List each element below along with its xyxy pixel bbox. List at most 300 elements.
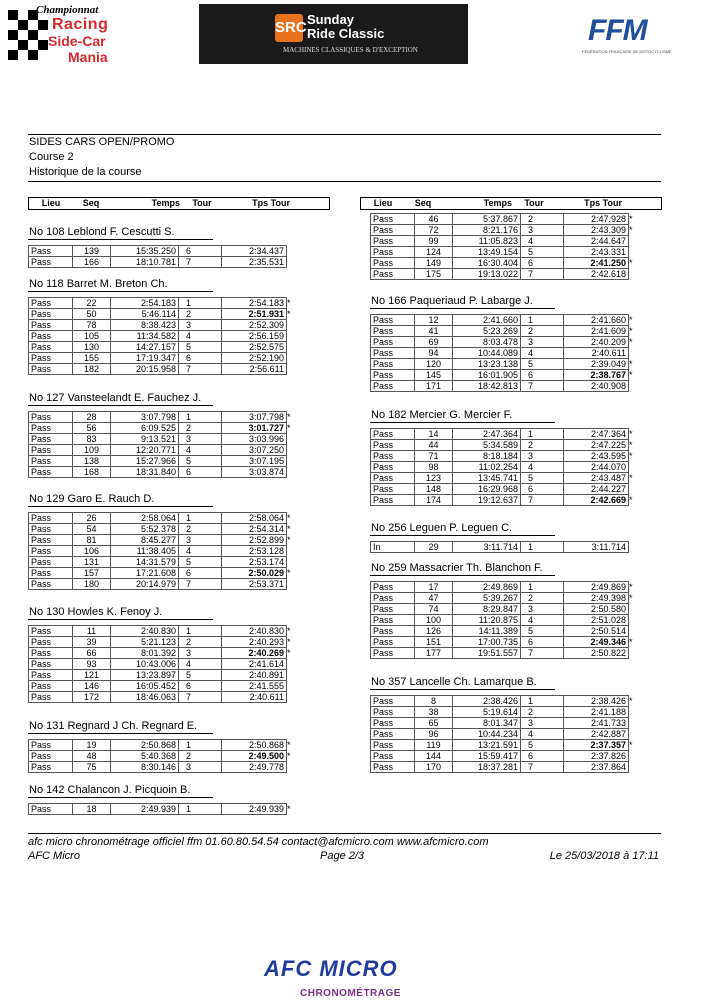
table-row bbox=[371, 483, 636, 494]
logo-mid-line2: Ride Classic bbox=[307, 26, 385, 41]
cell-tps-tour: 2:49.500 bbox=[222, 750, 287, 761]
cell-seq: 26 bbox=[73, 513, 111, 524]
cell-tour: 1 bbox=[521, 542, 564, 553]
cell-temps: 2:47.364 bbox=[453, 428, 521, 439]
cell-tps-tour: 2:40.209 bbox=[564, 337, 629, 348]
heading-rule-bottom bbox=[28, 181, 661, 182]
cell-tps-tour: 3:07.250 bbox=[222, 444, 287, 455]
cell-best-flag: * bbox=[629, 370, 633, 381]
cell-tour: 6 bbox=[179, 466, 222, 477]
cell-seq: 174 bbox=[415, 494, 453, 505]
cell-temps: 11:34.582 bbox=[111, 331, 179, 342]
driver-group bbox=[370, 294, 636, 392]
cell-lieu: Pass bbox=[371, 247, 415, 258]
cell-best-flag bbox=[287, 320, 294, 331]
cell-tour: 4 bbox=[521, 728, 564, 739]
table-row bbox=[371, 225, 636, 236]
cell-tps-tour: 2:50.822 bbox=[564, 648, 629, 659]
cell-lieu: Pass bbox=[29, 670, 73, 681]
cell-temps: 6:09.525 bbox=[111, 422, 179, 433]
table-row bbox=[29, 637, 294, 648]
cell-temps: 2:58.064 bbox=[111, 513, 179, 524]
cell-seq: 12 bbox=[415, 315, 453, 326]
cell-tour: 2 bbox=[521, 439, 564, 450]
cell-lieu: Pass bbox=[29, 309, 73, 320]
cell-lieu: Pass bbox=[29, 257, 73, 268]
cell-lieu: Pass bbox=[29, 455, 73, 466]
cell-seq: 148 bbox=[415, 483, 453, 494]
table-row bbox=[29, 739, 294, 750]
driver-group bbox=[28, 605, 294, 703]
cell-seq: 28 bbox=[73, 411, 111, 422]
cell-temps: 8:38.423 bbox=[111, 320, 179, 331]
cell-tps-tour: 2:47.364 bbox=[564, 428, 629, 439]
cell-lieu: Pass bbox=[29, 513, 73, 524]
table-row bbox=[371, 706, 636, 717]
cell-tps-tour: 2:35.531 bbox=[222, 257, 287, 268]
cell-temps: 19:12.637 bbox=[453, 494, 521, 505]
cell-best-flag: * bbox=[629, 450, 633, 461]
cell-temps: 8:03.478 bbox=[453, 337, 521, 348]
cell-tour: 1 bbox=[521, 582, 564, 593]
table-row bbox=[371, 236, 636, 247]
cell-temps: 3:11.714 bbox=[453, 542, 521, 553]
cell-lieu: Pass bbox=[29, 692, 73, 703]
cell-tour: 5 bbox=[521, 359, 564, 370]
cell-lieu: Pass bbox=[29, 433, 73, 444]
table-row bbox=[29, 331, 294, 342]
table-row bbox=[371, 381, 636, 392]
table-row bbox=[29, 353, 294, 364]
cell-tour: 1 bbox=[521, 428, 564, 439]
afc-micro-logo-subtitle: CHRONOMÉTRAGE bbox=[300, 988, 401, 999]
cell-best-flag bbox=[287, 579, 294, 590]
cell-lieu: Pass bbox=[29, 557, 73, 568]
lap-table bbox=[28, 739, 294, 773]
table-row bbox=[29, 681, 294, 692]
cell-tps-tour: 2:47.225 bbox=[564, 439, 629, 450]
cell-tps-tour: 2:38.767 bbox=[564, 370, 629, 381]
cell-tour: 5 bbox=[521, 626, 564, 637]
cell-temps: 19:13.022 bbox=[453, 269, 521, 280]
cell-lieu: Pass bbox=[29, 444, 73, 455]
cell-temps: 2:54.183 bbox=[111, 298, 179, 309]
cell-best-flag: * bbox=[629, 472, 633, 483]
cell-tps-tour: 2:50.868 bbox=[222, 739, 287, 750]
cell-seq: 50 bbox=[73, 309, 111, 320]
cell-tour: 6 bbox=[521, 750, 564, 761]
cell-temps: 5:39.267 bbox=[453, 593, 521, 604]
cell-tps-tour: 2:52.309 bbox=[222, 320, 287, 331]
cell-lieu: Pass bbox=[29, 750, 73, 761]
cell-best-flag bbox=[629, 761, 636, 772]
cell-best-flag: * bbox=[287, 637, 291, 648]
cell-tour: 3 bbox=[179, 648, 222, 659]
cell-tps-tour: 2:50.514 bbox=[564, 626, 629, 637]
cell-seq: 123 bbox=[415, 472, 453, 483]
table-row bbox=[29, 568, 294, 579]
table-row bbox=[371, 450, 636, 461]
cell-tour: 5 bbox=[179, 342, 222, 353]
cell-temps: 20:14.979 bbox=[111, 579, 179, 590]
table-row bbox=[29, 309, 294, 320]
cell-temps: 16:01.905 bbox=[453, 370, 521, 381]
driver-group bbox=[370, 521, 635, 553]
cell-seq: 74 bbox=[415, 604, 453, 615]
cell-best-flag bbox=[287, 692, 294, 703]
cell-lieu: Pass bbox=[371, 236, 415, 247]
cell-lieu: Pass bbox=[29, 298, 73, 309]
cell-lieu: Pass bbox=[371, 695, 415, 706]
driver-group-title: No 166 Paqueriaud P. Labarge J. bbox=[370, 294, 636, 309]
cell-seq: 17 bbox=[415, 582, 453, 593]
cell-temps: 5:52.378 bbox=[111, 524, 179, 535]
cell-best-flag bbox=[287, 433, 294, 444]
cell-temps: 13:21.591 bbox=[453, 739, 521, 750]
cell-tps-tour: 2:50.029 bbox=[222, 568, 287, 579]
table-row bbox=[29, 804, 294, 815]
racing-side-car-mania-logo bbox=[8, 4, 133, 66]
driver-group bbox=[28, 225, 294, 268]
cell-temps: 5:46.114 bbox=[111, 309, 179, 320]
cell-tour: 4 bbox=[521, 461, 564, 472]
cell-lieu: Pass bbox=[371, 359, 415, 370]
table-row bbox=[371, 472, 636, 483]
table-row bbox=[29, 626, 294, 637]
header-tps-tour: Tps Tour bbox=[252, 198, 290, 208]
cell-tour: 7 bbox=[179, 364, 222, 375]
table-row bbox=[29, 524, 294, 535]
cell-best-flag bbox=[287, 670, 294, 681]
cell-tps-tour: 2:49.778 bbox=[222, 761, 287, 772]
cell-tour: 7 bbox=[521, 761, 564, 772]
cell-lieu: Pass bbox=[371, 439, 415, 450]
cell-temps: 3:07.798 bbox=[111, 411, 179, 422]
cell-best-flag bbox=[629, 461, 636, 472]
cell-lieu: Pass bbox=[371, 615, 415, 626]
cell-tps-tour: 2:53.174 bbox=[222, 557, 287, 568]
cell-best-flag: * bbox=[287, 422, 291, 433]
cell-tour: 5 bbox=[521, 247, 564, 258]
table-row bbox=[29, 579, 294, 590]
cell-seq: 126 bbox=[415, 626, 453, 637]
lap-table bbox=[28, 297, 294, 375]
cell-best-flag: * bbox=[287, 298, 291, 309]
cell-tps-tour: 2:39.049 bbox=[564, 359, 629, 370]
cell-tps-tour: 2:47.928 bbox=[564, 214, 629, 225]
cell-tour: 3 bbox=[179, 761, 222, 772]
cell-temps: 14:27.157 bbox=[111, 342, 179, 353]
cell-tps-tour: 3:11.714 bbox=[564, 542, 629, 553]
driver-group bbox=[370, 675, 636, 773]
heading-rule-top bbox=[28, 134, 661, 135]
cell-temps: 16:05.452 bbox=[111, 681, 179, 692]
table-row bbox=[29, 466, 294, 477]
table-row bbox=[371, 648, 636, 659]
cell-tour: 7 bbox=[179, 692, 222, 703]
cell-best-flag bbox=[287, 331, 294, 342]
cell-best-flag: * bbox=[287, 750, 291, 761]
table-row bbox=[371, 359, 636, 370]
cell-tps-tour: 2:37.826 bbox=[564, 750, 629, 761]
cell-temps: 2:49.869 bbox=[453, 582, 521, 593]
cell-best-flag: * bbox=[287, 309, 291, 320]
cell-tour: 3 bbox=[521, 225, 564, 236]
table-row bbox=[371, 247, 636, 258]
cell-lieu: Pass bbox=[29, 342, 73, 353]
cell-tour: 1 bbox=[179, 298, 222, 309]
cell-seq: 71 bbox=[415, 450, 453, 461]
table-row bbox=[371, 626, 636, 637]
table-row bbox=[29, 670, 294, 681]
cell-tps-tour: 2:42.887 bbox=[564, 728, 629, 739]
cell-temps: 18:37.281 bbox=[453, 761, 521, 772]
cell-temps: 9:13.521 bbox=[111, 433, 179, 444]
cell-tps-tour: 2:56.611 bbox=[222, 364, 287, 375]
driver-group-title: No 182 Mercier G. Mercier F. bbox=[370, 408, 636, 423]
cell-lieu: Pass bbox=[371, 483, 415, 494]
cell-temps: 8:01.392 bbox=[111, 648, 179, 659]
cell-seq: 131 bbox=[73, 557, 111, 568]
driver-group-title: No 118 Barret M. Breton Ch. bbox=[28, 277, 294, 292]
driver-group-title: No 129 Garo E. Rauch D. bbox=[28, 492, 294, 507]
lap-table bbox=[370, 695, 636, 773]
cell-lieu: Pass bbox=[371, 717, 415, 728]
footer-rule bbox=[28, 833, 661, 834]
table-row bbox=[29, 422, 294, 433]
cell-tour: 2 bbox=[521, 593, 564, 604]
driver-group bbox=[370, 213, 636, 280]
logo-left-line1: Championnat bbox=[36, 4, 99, 16]
cell-best-flag bbox=[287, 761, 294, 772]
cell-tour: 1 bbox=[179, 739, 222, 750]
afc-micro-logo bbox=[262, 956, 402, 1000]
cell-tour: 2 bbox=[179, 422, 222, 433]
cell-lieu: Pass bbox=[371, 428, 415, 439]
table-row bbox=[371, 269, 636, 280]
cell-seq: 81 bbox=[73, 535, 111, 546]
cell-best-flag bbox=[287, 342, 294, 353]
cell-seq: 66 bbox=[73, 648, 111, 659]
lap-table bbox=[28, 803, 293, 815]
cell-seq: 149 bbox=[415, 258, 453, 269]
table-row bbox=[371, 337, 636, 348]
cell-lieu: In bbox=[371, 542, 415, 553]
cell-lieu: Pass bbox=[371, 269, 415, 280]
driver-group-title: No 256 Leguen P. Leguen C. bbox=[370, 521, 635, 536]
logo-left-line2: Racing bbox=[52, 16, 109, 33]
cell-lieu: Pass bbox=[371, 461, 415, 472]
header-temps: Temps bbox=[151, 198, 180, 208]
cell-seq: 151 bbox=[415, 637, 453, 648]
cell-seq: 11 bbox=[73, 626, 111, 637]
cell-best-flag bbox=[629, 269, 636, 280]
cell-temps: 18:10.781 bbox=[111, 257, 179, 268]
table-row bbox=[29, 342, 294, 353]
cell-best-flag: * bbox=[629, 739, 633, 750]
table-row bbox=[371, 348, 636, 359]
cell-tour: 6 bbox=[521, 370, 564, 381]
header-lieu: Lieu bbox=[373, 198, 393, 208]
table-row bbox=[29, 750, 294, 761]
cell-best-flag: * bbox=[287, 513, 291, 523]
cell-seq: 106 bbox=[73, 546, 111, 557]
cell-best-flag: * bbox=[629, 428, 633, 439]
table-row bbox=[371, 428, 636, 439]
logo-left-line4: Mania bbox=[68, 49, 108, 65]
table-row bbox=[29, 513, 294, 524]
cell-tps-tour: 2:40.891 bbox=[222, 670, 287, 681]
table-row bbox=[29, 455, 294, 466]
cell-tour: 2 bbox=[521, 326, 564, 337]
driver-group bbox=[28, 277, 294, 375]
cell-lieu: Pass bbox=[371, 637, 415, 648]
table-row bbox=[371, 615, 636, 626]
cell-temps: 8:01.347 bbox=[453, 717, 521, 728]
cell-seq: 177 bbox=[415, 648, 453, 659]
page-subtitle: Historique de la course bbox=[29, 166, 142, 178]
cell-best-flag bbox=[287, 681, 294, 692]
header-lieu: Lieu bbox=[41, 198, 61, 208]
table-row bbox=[29, 535, 294, 546]
table-row bbox=[29, 692, 294, 703]
cell-seq: 54 bbox=[73, 524, 111, 535]
cell-tps-tour: 2:53.371 bbox=[222, 579, 287, 590]
cell-tps-tour: 2:37.357 bbox=[564, 739, 629, 750]
table-row bbox=[29, 648, 294, 659]
lap-table bbox=[370, 213, 636, 280]
cell-tour: 4 bbox=[179, 331, 222, 342]
cell-lieu: Pass bbox=[29, 320, 73, 331]
table-row bbox=[371, 258, 636, 269]
cell-temps: 16:30.404 bbox=[453, 258, 521, 269]
cell-seq: 157 bbox=[73, 568, 111, 579]
cell-temps: 5:19.614 bbox=[453, 706, 521, 717]
header-seq: Seq bbox=[82, 198, 100, 208]
footer-date: Le 25/03/2018 à 17:11 bbox=[549, 850, 659, 862]
lap-table bbox=[370, 541, 635, 553]
cell-tps-tour: 2:52.190 bbox=[222, 353, 287, 364]
cell-temps: 8:21.176 bbox=[453, 225, 521, 236]
cell-seq: 119 bbox=[415, 739, 453, 750]
cell-tour: 5 bbox=[179, 557, 222, 568]
cell-best-flag: * bbox=[629, 225, 633, 235]
cell-temps: 5:37.867 bbox=[453, 214, 521, 225]
cell-lieu: Pass bbox=[371, 381, 415, 392]
cell-best-flag: * bbox=[629, 214, 633, 224]
cell-best-flag bbox=[287, 444, 294, 455]
cell-tps-tour: 2:54.183 bbox=[222, 298, 287, 309]
cell-best-flag: * bbox=[629, 494, 633, 505]
cell-seq: 18 bbox=[73, 804, 111, 815]
cell-temps: 2:41.660 bbox=[453, 315, 521, 326]
driver-group-title: No 131 Regnard J Ch. Regnard E. bbox=[28, 719, 294, 734]
table-row bbox=[29, 433, 294, 444]
cell-lieu: Pass bbox=[29, 331, 73, 342]
cell-best-flag: * bbox=[629, 326, 633, 337]
cell-temps: 13:45.741 bbox=[453, 472, 521, 483]
cell-best-flag bbox=[629, 236, 636, 247]
cell-tps-tour: 2:43.309 bbox=[564, 225, 629, 236]
cell-seq: 14 bbox=[415, 428, 453, 439]
cell-temps: 11:05.823 bbox=[453, 236, 521, 247]
driver-group bbox=[28, 492, 294, 590]
cell-temps: 8:18.184 bbox=[453, 450, 521, 461]
cell-seq: 98 bbox=[415, 461, 453, 472]
table-row bbox=[371, 728, 636, 739]
table-row bbox=[371, 370, 636, 381]
cell-lieu: Pass bbox=[29, 761, 73, 772]
logo-mid-line3: MACHINES CLASSIQUES & D'EXCEPTION bbox=[283, 46, 418, 54]
cell-seq: 78 bbox=[73, 320, 111, 331]
cell-tour: 1 bbox=[179, 411, 222, 422]
cell-lieu: Pass bbox=[371, 315, 415, 326]
cell-temps: 17:00.735 bbox=[453, 637, 521, 648]
table-row bbox=[29, 298, 294, 309]
checkered-flag-icon bbox=[8, 10, 48, 62]
cell-lieu: Pass bbox=[29, 804, 73, 815]
cell-lieu: Pass bbox=[29, 524, 73, 535]
cell-best-flag bbox=[629, 348, 636, 359]
page-title: SIDES CARS OPEN/PROMO bbox=[29, 136, 175, 148]
cell-best-flag bbox=[287, 364, 294, 375]
table-row bbox=[371, 637, 636, 648]
table-row bbox=[29, 246, 294, 257]
lap-table bbox=[370, 581, 636, 659]
cell-tour: 6 bbox=[179, 681, 222, 692]
driver-group-title: No 259 Massacrier Th. Blanchon F. bbox=[370, 561, 636, 576]
cell-lieu: Pass bbox=[29, 246, 73, 257]
cell-best-flag bbox=[287, 557, 294, 568]
cell-temps: 5:21.123 bbox=[111, 637, 179, 648]
cell-tps-tour: 3:03.996 bbox=[222, 433, 287, 444]
cell-seq: 121 bbox=[73, 670, 111, 681]
cell-tps-tour: 3:07.195 bbox=[222, 455, 287, 466]
cell-best-flag: * bbox=[629, 582, 633, 593]
cell-best-flag: * bbox=[629, 315, 633, 326]
cell-seq: 22 bbox=[73, 298, 111, 309]
cell-seq: 124 bbox=[415, 247, 453, 258]
cell-best-flag: * bbox=[287, 804, 291, 815]
cell-seq: 72 bbox=[415, 225, 453, 236]
cell-tour: 4 bbox=[179, 659, 222, 670]
cell-temps: 18:46.063 bbox=[111, 692, 179, 703]
driver-group bbox=[28, 719, 294, 773]
cell-tour: 4 bbox=[521, 348, 564, 359]
cell-best-flag bbox=[629, 626, 636, 637]
cell-tour: 5 bbox=[521, 472, 564, 483]
cell-best-flag bbox=[629, 542, 636, 553]
cell-temps: 5:23.269 bbox=[453, 326, 521, 337]
cell-tps-tour: 2:53.128 bbox=[222, 546, 287, 557]
cell-tps-tour: 2:43.595 bbox=[564, 450, 629, 461]
table-row bbox=[29, 659, 294, 670]
table-row bbox=[371, 604, 636, 615]
cell-temps: 12:20.771 bbox=[111, 444, 179, 455]
cell-seq: 46 bbox=[415, 214, 453, 225]
cell-lieu: Pass bbox=[29, 568, 73, 579]
cell-lieu: Pass bbox=[371, 225, 415, 236]
cell-seq: 65 bbox=[415, 717, 453, 728]
cell-seq: 144 bbox=[415, 750, 453, 761]
cell-best-flag bbox=[287, 353, 294, 364]
cell-best-flag bbox=[629, 648, 636, 659]
cell-seq: 83 bbox=[73, 433, 111, 444]
cell-best-flag: * bbox=[287, 411, 291, 422]
cell-temps: 15:35.250 bbox=[111, 246, 179, 257]
cell-lieu: Pass bbox=[371, 761, 415, 772]
cell-tps-tour: 3:07.798 bbox=[222, 411, 287, 422]
